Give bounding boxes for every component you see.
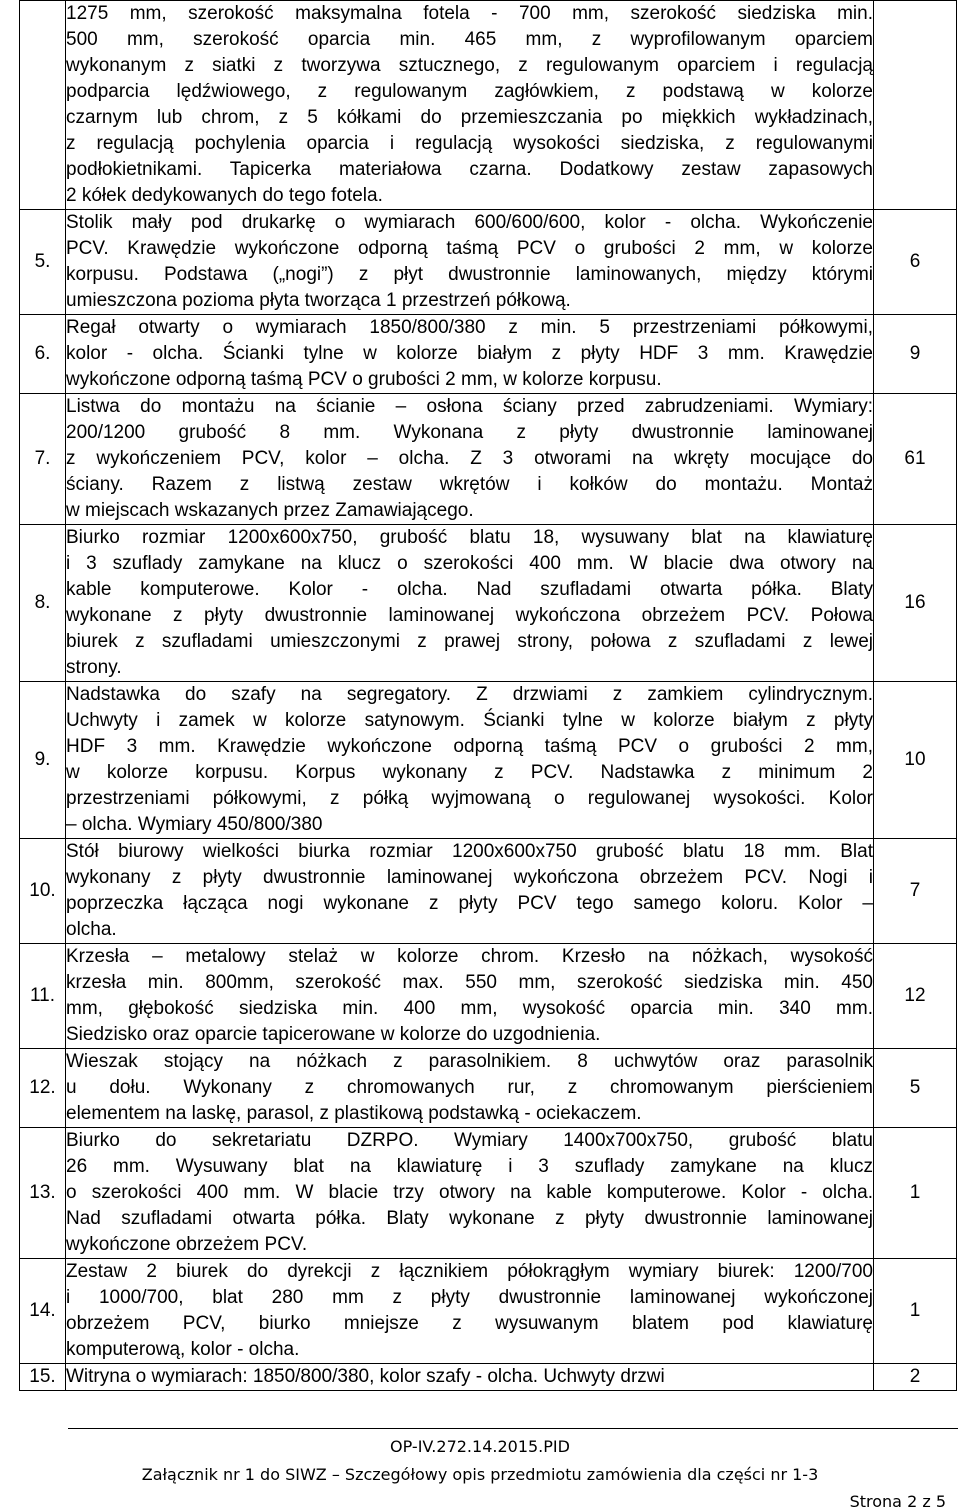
table-row: [20, 394, 957, 525]
item-quantity: 1: [874, 1259, 957, 1364]
description-line: Biurko do sekretariatu DZRPO. Wymiary 1400x700x750, grubość blatu: [66, 1130, 873, 1151]
item-number: 10.: [20, 839, 66, 944]
description-line: biurek z szufladami umieszczonymi z prawej strony, połowa z szufladami z lewej: [66, 631, 873, 652]
item-description: [66, 1364, 874, 1391]
item-description: [66, 682, 874, 839]
description-line: wykonane z płyty dwustronnie laminowanej wykończona obrzeżem PCV. Połowa: [66, 605, 873, 626]
description-line: kolor - olcha. Ścianki tylne w kolorze białym z płyty HDF 3 mm. Krawędzie: [66, 343, 873, 364]
description-line: poprzeczka łącząca nogi wykonane z płyty PCV tego samego koloru. Kolor –: [66, 893, 873, 914]
item-description: [66, 210, 874, 315]
item-quantity: [874, 1, 957, 210]
item-number: 5.: [20, 210, 66, 315]
footer-page-number: Strona 2 z 5: [849, 1492, 946, 1511]
description-line: PCV. Krawędzie wykończone odporną taśmą PCV o grubości 2 mm, w kolorze: [66, 238, 873, 259]
description-line: olcha.: [66, 919, 117, 940]
description-line: 500 mm, szerokość oparcia min. 465 mm, z wyprofilowanym oparciem: [66, 29, 873, 50]
table-row: [20, 839, 957, 944]
description-line: czarnym lub chrom, z 5 kółkami do przemieszczania po miękkich wykładzinach,: [66, 107, 873, 128]
description-line: wykończone obrzeżem PCV.: [66, 1234, 308, 1255]
item-quantity: 10: [874, 682, 957, 839]
item-number: 12.: [20, 1049, 66, 1128]
description-line: Siedzisko oraz oparcie tapicerowane w kolorze do uzgodnienia.: [66, 1024, 601, 1045]
table-row: [20, 315, 957, 394]
item-description: [66, 944, 874, 1049]
description-line: Stolik mały pod drukarkę o wymiarach 600/600/600, kolor - olcha. Wykończenie: [66, 212, 873, 233]
description-line: Regał otwarty o wymiarach 1850/800/380 z min. 5 przestrzeniami półkowymi,: [66, 317, 873, 338]
description-line: korpusu. Podstawa („nogi”) z płyt dwustronnie laminowanych, między którymi: [66, 264, 873, 285]
description-line: obrzeżem PCV, biurko mniejsze z wysuwanym blatem pod klawiaturę: [66, 1313, 873, 1334]
description-line: wykończone odporną taśmą PCV o grubości 2 mm, w kolorze korpusu.: [66, 369, 662, 390]
footer-divider: [68, 1428, 958, 1429]
item-description: [66, 1, 874, 210]
item-number: 6.: [20, 315, 66, 394]
description-line: z regulacją pochylenia oparcia i regulacją wysokości siedziska, z regulowanymi: [66, 133, 873, 154]
table-row: [20, 1, 957, 210]
description-line: kable komputerowe. Kolor - olcha. Nad szufladami otwarta półka. Blaty: [66, 579, 873, 600]
description-line: krzesła min. 800mm, szerokość max. 550 mm, szerokość siedziska min. 450: [66, 972, 873, 993]
description-line: Nadstawka do szafy na segregatory. Z drzwiami z zamkiem cylindrycznym.: [66, 684, 873, 705]
table-row: [20, 1128, 957, 1259]
description-line: Stół biurowy wielkości biurka rozmiar 1200x600x750 grubość blatu 18 mm. Blat: [66, 841, 873, 862]
description-line: strony.: [66, 657, 122, 678]
footer-document-code: OP-IV.272.14.2015.PID: [390, 1437, 570, 1456]
description-line: Wieszak stojący na nóżkach z parasolnikiem. 8 uchwytów oraz parasolnik: [66, 1051, 873, 1072]
item-quantity: 2: [874, 1364, 957, 1391]
item-description: [66, 839, 874, 944]
description-line: 200/1200 grubość 8 mm. Wykonana z płyty dwustronnie laminowanej: [66, 422, 873, 443]
specification-rows: [20, 1, 957, 1391]
description-line: 2 kółek dedykowanych do tego fotela.: [66, 185, 383, 206]
item-number: 11.: [20, 944, 66, 1049]
description-line: – olcha. Wymiary 450/800/380: [66, 814, 323, 835]
description-line: HDF 3 mm. Krawędzie wykończone odporną taśmą PCV o grubości 2 mm,: [66, 736, 873, 757]
item-quantity: 12: [874, 944, 957, 1049]
description-line: o szerokości 400 mm. W blacie trzy otwory na kable komputerowe. Kolor - olcha.: [66, 1182, 873, 1203]
description-line: Krzesła – metalowy stelaż w kolorze chrom. Krzesło na nóżkach, wysokość: [66, 946, 873, 967]
description-line: Listwa do montażu na ścianie – osłona ściany przed zabrudzeniami. Wymiary:: [66, 396, 873, 417]
item-quantity: 6: [874, 210, 957, 315]
footer-document-title: Załącznik nr 1 do SIWZ – Szczegółowy opis przedmiotu zamówienia dla części nr 1-3: [141, 1465, 819, 1484]
description-line: Zestaw 2 biurek do dyrekcji z łącznikiem półokrągłym wymiary biurek: 1200/700: [66, 1261, 873, 1282]
description-line: i 3 szuflady zamykane na klucz o szerokości 400 mm. W blacie dwa otwory na: [66, 553, 873, 574]
description-line: wykonany z płyty dwustronnie laminowanej wykończona obrzeżem PCV. Nogi i: [66, 867, 873, 888]
description-line: u dołu. Wykonany z chromowanych rur, z chromowanym pierścieniem: [66, 1077, 873, 1098]
description-line: Nad szufladami otwarta półka. Blaty wykonane z płyty dwustronnie laminowanej: [66, 1208, 873, 1229]
description-line: 1275 mm, szerokość maksymalna fotela - 700 mm, szerokość siedziska min.: [66, 3, 873, 24]
table-row: [20, 1049, 957, 1128]
item-number: 14.: [20, 1259, 66, 1364]
description-line: umieszczona pozioma płyta tworząca 1 przestrzeń półkową.: [66, 290, 571, 311]
description-line: z wykończeniem PCV, kolor – olcha. Z 3 otworami na wkręty mocujące do: [66, 448, 873, 469]
item-description: [66, 315, 874, 394]
description-line: ściany. Razem z listwą zestaw wkrętów i kołków do montażu. Montaż: [66, 474, 873, 495]
description-line: przestrzeniami półkowymi, z półką wyjmowaną o regulowanej wysokości. Kolor: [66, 788, 873, 809]
item-number: 9.: [20, 682, 66, 839]
table-row: [20, 1259, 957, 1364]
description-line: Biurko rozmiar 1200x600x750, grubość blatu 18, wysuwany blat na klawiaturę: [66, 527, 873, 548]
item-number: 15.: [20, 1364, 66, 1391]
item-quantity: 7: [874, 839, 957, 944]
item-number: 7.: [20, 394, 66, 525]
item-quantity: 61: [874, 394, 957, 525]
description-line: podłokietnikami. Tapicerka materiałowa czarna. Dodatkowy zestaw zapasowych: [66, 159, 873, 180]
description-line: komputerową, kolor - olcha.: [66, 1339, 300, 1360]
table-row: [20, 682, 957, 839]
description-line: mm, głębokość siedziska min. 400 mm, wysokość oparcia min. 340 mm.: [66, 998, 873, 1019]
table-row: [20, 210, 957, 315]
description-line: w miejscach wskazanych przez Zamawiającego.: [66, 500, 474, 521]
item-description: [66, 525, 874, 682]
item-description: [66, 394, 874, 525]
item-quantity: 5: [874, 1049, 957, 1128]
item-number: [20, 1, 66, 210]
item-number: 8.: [20, 525, 66, 682]
item-description: [66, 1259, 874, 1364]
table-row: [20, 944, 957, 1049]
item-quantity: 16: [874, 525, 957, 682]
item-description: [66, 1128, 874, 1259]
description-line: elementem na laskę, parasol, z plastikową podstawką - ociekaczem.: [66, 1103, 642, 1124]
table-row: [20, 525, 957, 682]
description-line: wykonanym z siatki z tworzywa sztucznego, z regulowanym oparciem i regulacją: [66, 55, 873, 76]
table-row: [20, 1364, 957, 1391]
description-line: podparcia lędźwiowego, z regulowanym zagłówkiem, z podstawą w kolorze: [66, 81, 873, 102]
description-line: Witryna o wymiarach: 1850/800/380, kolor szafy - olcha. Uchwyty drzwi: [66, 1366, 665, 1387]
description-line: 26 mm. Wysuwany blat na klawiaturę i 3 szuflady zamykane na klucz: [66, 1156, 873, 1177]
description-line: Uchwyty i zamek w kolorze satynowym. Ścianki tylne w kolorze białym z płyty: [66, 710, 873, 731]
item-quantity: 9: [874, 315, 957, 394]
description-line: w kolorze korpusu. Korpus wykonany z PCV. Nadstawka z minimum 2: [66, 762, 873, 783]
item-description: [66, 1049, 874, 1128]
item-number: 13.: [20, 1128, 66, 1259]
item-quantity: 1: [874, 1128, 957, 1259]
description-line: i 1000/700, blat 280 mm z płyty dwustronnie laminowanej wykończonej: [66, 1287, 873, 1308]
specification-table: [19, 0, 957, 1391]
